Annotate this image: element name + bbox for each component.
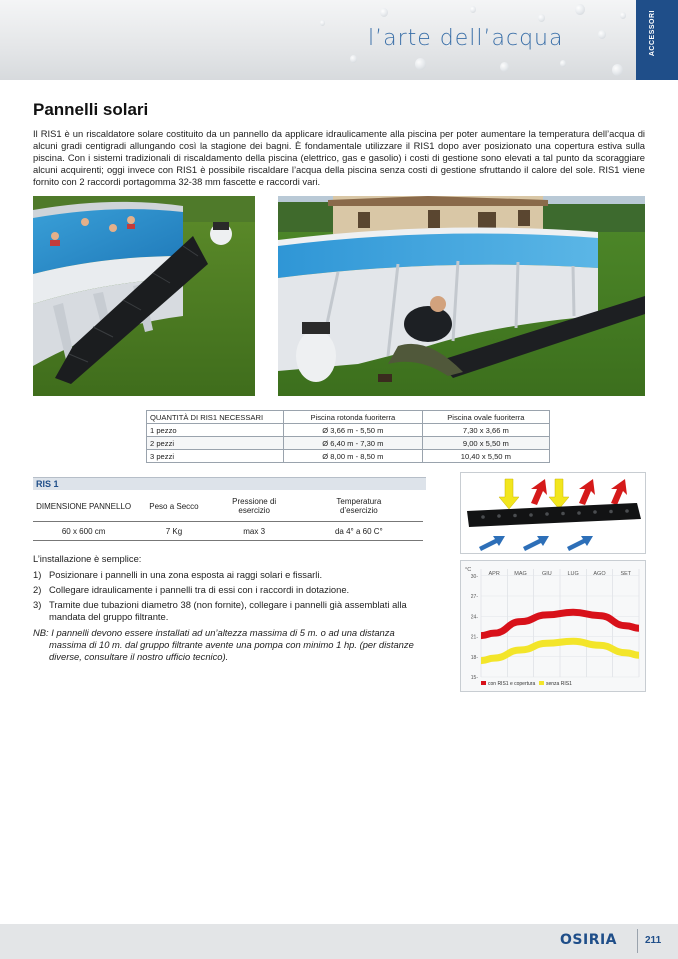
page-number: 211 <box>637 929 661 953</box>
step-number: 2) <box>33 584 42 595</box>
legend-label: senza RIS1 <box>546 681 572 687</box>
intro-paragraph: Il RIS1 è un riscaldatore solare costituito da un pannello da applicare idraulicamente alla piscina per poter aumentare la temperatura dell’acqua di alcuni gradi centigradi allungando così la stagione dei bagni. È fondamentale utilizzare il RIS1 dopo aver posizionato una copertura estiva sulla piscina. Con i sistemi tradizionali di riscaldamento della piscina (elettrico, gas e gasolio) i costi di gestione sono elevati a tal punto da scoraggiare alcuni acquirenti; oggi invece con RIS1 è possibile riscaldare l’acqua della piscina senza costi di gestione sfruttando il calore del sole. RIS1 viene fornito con 2 raccordi portagomma 32-38 mm fascette e raccordi vari. <box>33 128 645 187</box>
photo-solar-panel-pool <box>33 196 255 396</box>
spec-row <box>33 522 423 541</box>
list-item <box>33 569 428 581</box>
brand-logo <box>560 932 617 948</box>
y-tick-label: 24- <box>470 614 478 621</box>
table-cell: 2 pezzi <box>147 437 284 450</box>
x-tick-label: SET <box>620 571 632 577</box>
y-tick-label: 18- <box>470 654 478 661</box>
installation-steps <box>33 569 428 623</box>
spec-cell: 60 x 600 cm <box>33 522 134 541</box>
section-tab-label: ACCESSORI <box>649 10 656 57</box>
table-header: QUANTITÀ DI RIS1 NECESSARI <box>147 411 284 424</box>
legend-swatch <box>481 681 486 685</box>
table-cell: 1 pezzo <box>147 424 284 437</box>
logo-text: OSIRIA <box>560 932 618 948</box>
installation-intro: L’installazione è semplice: <box>33 553 142 564</box>
quantity-table <box>146 410 550 463</box>
table-header-row <box>147 411 550 424</box>
table-row <box>147 437 550 450</box>
spec-title: RIS 1 <box>33 477 426 490</box>
spec-cell: max 3 <box>214 522 295 541</box>
table-cell: 9,00 x 5,50 m <box>422 437 549 450</box>
page-heading: Pannelli solari <box>33 100 149 119</box>
spec-header: Peso a Secco <box>134 491 213 522</box>
y-tick-label: 15- <box>470 675 478 681</box>
legend-swatch <box>539 681 544 685</box>
step-number: 3) <box>33 599 42 610</box>
y-tick-label: 30- <box>470 573 478 580</box>
temperature-chart <box>460 560 646 692</box>
page-header <box>0 0 678 80</box>
solar-panel-diagram <box>460 472 646 554</box>
table-cell: 7,30 x 3,66 m <box>422 424 549 437</box>
y-tick-label: 21- <box>470 634 478 641</box>
installation-note: NB: I pannelli devono essere installati ad un’altezza massima di 5 m. o ad una distanza massima di 10 m. dal gruppo filtrante avente una pompa con minimo 1 hp. (per distanze diverse, consultare il nostro ufficio tecnico). <box>33 627 414 662</box>
spec-header: Pressione di esercizio <box>214 491 295 522</box>
table-row <box>147 424 550 437</box>
spec-cell: da 4° a 60 C° <box>295 522 423 541</box>
table-cell: Ø 3,66 m - 5,50 m <box>284 424 423 437</box>
photo-oval-pool-installation <box>278 196 645 396</box>
table-cell: 3 pezzi <box>147 450 284 463</box>
y-unit-label: °C <box>465 567 472 573</box>
x-tick-label: APR <box>488 571 500 577</box>
step-text: Posizionare i pannelli in una zona esposta ai raggi solari e fissarli. <box>49 569 323 580</box>
y-tick-label: 27- <box>470 594 478 600</box>
table-cell: Ø 8,00 m - 8,50 m <box>284 450 423 463</box>
x-tick-label: MAG <box>514 571 527 577</box>
list-item <box>33 599 428 623</box>
spec-cell: 7 Kg <box>134 522 213 541</box>
step-text: Tramite due tubazioni diametro 38 (non fornite), collegare i pannelli già assemblati alla mandata del gruppo filtrante. <box>49 599 407 622</box>
table-cell: 10,40 x 5,50 m <box>422 450 549 463</box>
spec-header: Temperatura d’esercizio <box>295 491 423 522</box>
table-cell: Ø 6,40 m - 7,30 m <box>284 437 423 450</box>
table-header: Piscina ovale fuoriterra <box>422 411 549 424</box>
x-tick-label: LUG <box>567 571 579 577</box>
step-number: 1) <box>33 569 42 580</box>
table-header: Piscina rotonda fuoriterra <box>284 411 423 424</box>
legend-label: con RIS1 e copertura <box>488 681 536 687</box>
spec-table <box>33 491 423 541</box>
x-tick-label: AGO <box>593 571 606 577</box>
x-tick-label: GIU <box>541 571 552 577</box>
spec-header: DIMENSIONE PANNELLO <box>33 491 134 522</box>
step-text: Collegare idraulicamente i pannelli tra di essi con i raccordi in dotazione. <box>49 584 350 595</box>
brand-title: l’arte dell’acqua <box>368 26 564 51</box>
table-row <box>147 450 550 463</box>
spec-header-row <box>33 491 423 522</box>
installation-section <box>33 553 428 663</box>
section-tab <box>636 0 678 80</box>
list-item <box>33 584 428 596</box>
